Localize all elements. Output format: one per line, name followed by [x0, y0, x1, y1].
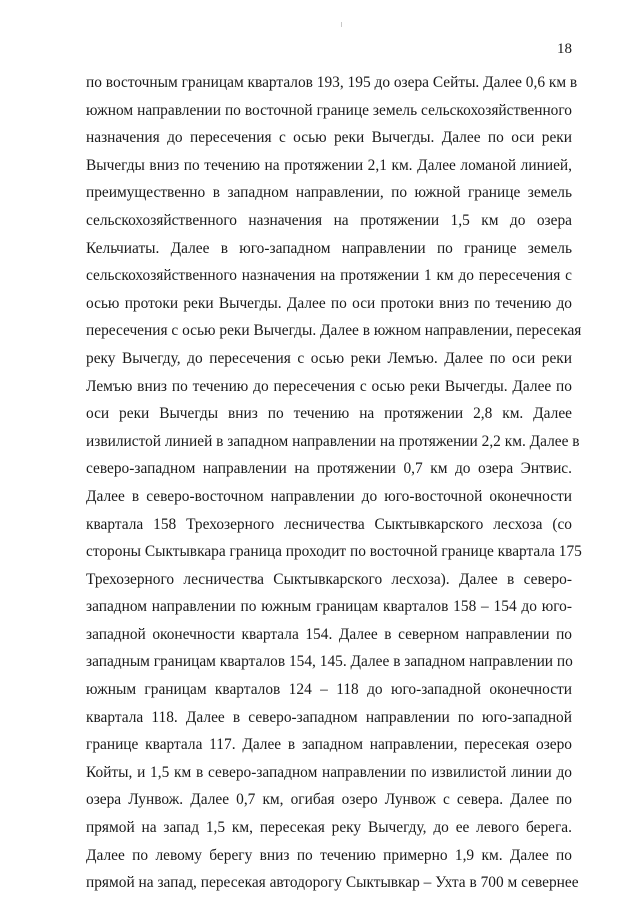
text-line: прямой на запад 1,5 км, пересекая реку Вычегду, до ее левого берега. [86, 819, 572, 837]
text-line: сельскохозяйственного назначения на протяжении 1 км до пересечения с [86, 267, 572, 285]
text-line: реку Вычегду, до пересечения с осью реки Лемъю. Далее по оси реки [86, 349, 572, 367]
page-number: 18 [557, 41, 572, 57]
text-line: оси реки Вычегды вниз по течению на протяжении 2,8 км. Далее [86, 405, 572, 423]
text-line: озера Лунвож. Далее 0,7 км, огибая озеро Лунвож с севера. Далее по [86, 791, 572, 809]
text-line: Лемъю вниз по течению до пересечения с осью реки Вычегды. Далее по [86, 377, 572, 395]
text-line: Койты, и 1,5 км в северо-западном направлении по извилистой линии до [86, 763, 572, 781]
text-line: квартала 158 Трехозерного лесничества Сыктывкарского лесхоза (со [86, 515, 572, 533]
text-line: сельскохозяйственного назначения на протяжении 1,5 км до озера [86, 211, 572, 229]
text-line: осью протоки реки Вычегды. Далее по оси протоки вниз по течению до [86, 294, 572, 312]
text-line: стороны Сыктывкара граница проходит по восточной границе квартала 175 [86, 543, 582, 561]
text-line: по восточным границам кварталов 193, 195 до озера Сейты. Далее 0,6 км в [86, 74, 578, 91]
text-line: прямой на запад, пересекая автодорогу Сыктывкар – Ухта в 700 м севернее [86, 874, 579, 892]
text-line: южным границам кварталов 124 – 118 до юго-западной оконечности [86, 681, 572, 699]
text-line: южном направлении по восточной границе земель сельскохозяйственного [86, 101, 572, 119]
text-line: границе квартала 117. Далее в западном направлении, пересекая озеро [86, 736, 572, 754]
text-line: западном направлении по южным границам кварталов 158 – 154 до юго- [86, 598, 572, 616]
text-line: извилистой линией в западном направлении на протяжении 2,2 км. Далее в [86, 432, 580, 450]
text-line: западным границам кварталов 154, 145. Далее в западном направлении по [86, 653, 573, 671]
text-line: преимущественно в западном направлении, по южной границе земель [86, 184, 572, 202]
text-line: квартала 118. Далее в северо-западном направлении по юго-западной [86, 708, 572, 726]
text-line: пересечения с осью реки Вычегды. Далее в южном направлении, пересекая [86, 322, 582, 340]
text-line: северо-западном направлении на протяжении 0,7 км до озера Энтвис. [86, 460, 572, 478]
text-line: Трехозерного лесничества Сыктывкарского лесхоза). Далее в северо- [86, 570, 572, 588]
text-line: западной оконечности квартала 154. Далее в северном направлении по [86, 625, 572, 643]
scan-mark [341, 22, 342, 27]
text-line: Вычегды вниз по течению на протяжении 2,1 км. Далее ломаной линией, [86, 156, 572, 174]
text-line: Далее в северо-восточном направлении до юго-восточной оконечности [86, 487, 572, 505]
text-line: Кельчиаты. Далее в юго-западном направлении по границе земель [86, 239, 572, 257]
text-line: Далее по левому берегу вниз по течению примерно 1,9 км. Далее по [86, 846, 572, 864]
text-line: назначения до пересечения с осью реки Вычегды. Далее по оси реки [86, 129, 572, 147]
body-text [86, 69, 582, 897]
